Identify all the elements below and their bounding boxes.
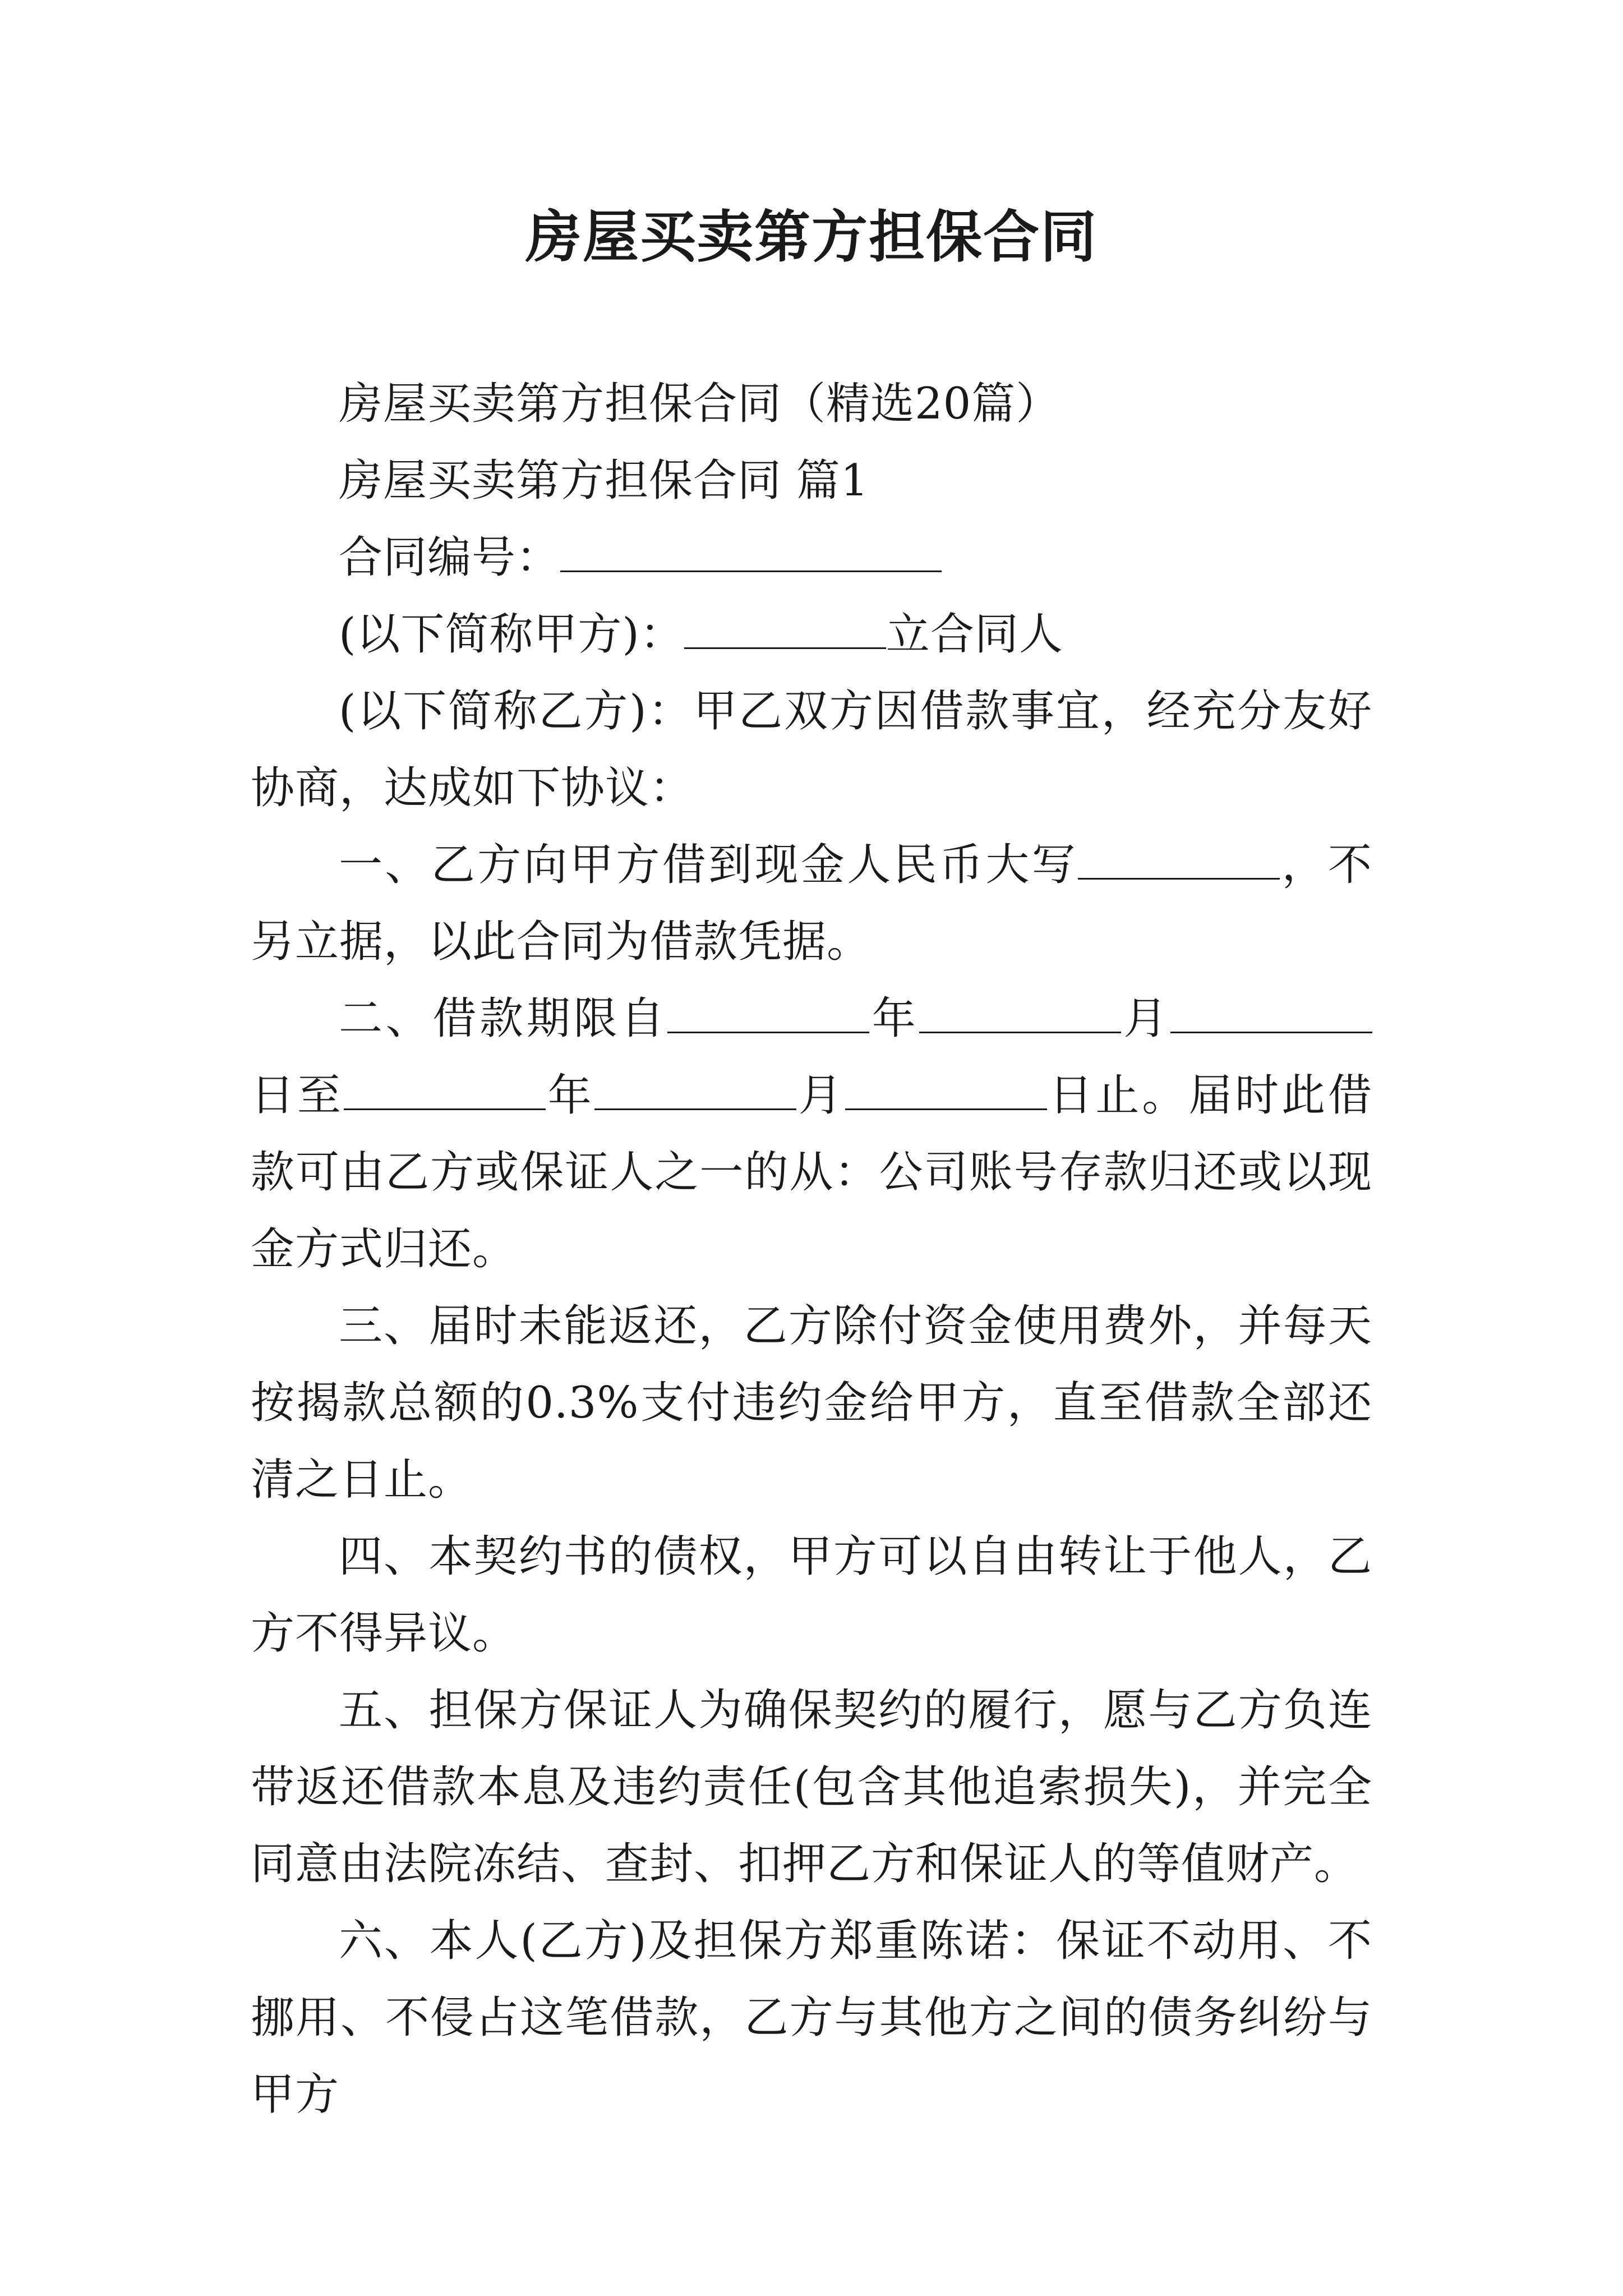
amount-blank — [1078, 841, 1280, 880]
clause-5: 五、担保方保证人为确保契约的履行，愿与乙方负连带返还借款本息及违约责任(包含其他追索损失)，并完全同意由法院冻结、查封、扣押乙方和保证人的等值财产。 — [251, 1685, 1372, 1889]
clause-3: 三、届时未能返还，乙方除付资金使用费外，并每天按揭款总额的0.3%支付违约金给甲方，直至借款全部还清之日止。 — [251, 1301, 1372, 1505]
section-heading: 房屋买卖第方担保合同 篇1 — [339, 455, 869, 506]
contract-number-blank — [560, 533, 942, 572]
clause-1-text-after: ，不另立据，以此合同为借款凭据。 — [251, 840, 1372, 967]
end-month-char: 月 — [796, 1070, 845, 1121]
start-year-char: 年 — [869, 993, 919, 1044]
start-year-blank — [667, 995, 869, 1033]
end-day-blank — [845, 1071, 1047, 1110]
clause-2-prefix: 二、借款期限自 — [339, 993, 668, 1044]
document-body — [251, 366, 1372, 2133]
clause-2 — [251, 981, 1372, 1288]
clause-1 — [251, 827, 1372, 981]
clause-4: 四、本契约书的债权，甲方可以自由转让于他人，乙方不得异议。 — [251, 1531, 1372, 1659]
clause-2-suffix: 日止。届时此借款可由乙方或保证人之一的从：公司账号存款归还或以现金方式归还。 — [251, 1070, 1372, 1274]
party-b-paragraph: (以下简称乙方)：甲乙双方因借款事宜，经充分友好协商，达成如下协议： — [251, 686, 1372, 813]
end-month-blank — [594, 1071, 796, 1110]
document-title: 房屋买卖第方担保合同 — [525, 204, 1098, 270]
start-day-blank — [1170, 995, 1372, 1033]
party-a-label: (以下简称甲方)： — [339, 609, 684, 660]
start-month-char: 月 — [1121, 993, 1170, 1044]
start-day-char: 日 — [251, 1070, 297, 1121]
clause-1-text-before: 一、乙方向甲方借到现金人民币大写 — [339, 840, 1078, 890]
subtitle-line: 房屋买卖第方担保合同（精选20篇） — [339, 379, 1061, 429]
end-year-char: 年 — [545, 1070, 594, 1121]
party-a-line — [251, 596, 1372, 673]
end-year-blank — [344, 1071, 546, 1110]
start-month-blank — [919, 995, 1121, 1033]
to-char: 至 — [297, 1070, 344, 1121]
party-a-suffix: 立合同人 — [886, 609, 1063, 660]
contract-number-label: 合同编号： — [339, 532, 561, 583]
party-a-blank — [684, 610, 886, 649]
contract-number-line — [251, 519, 1372, 596]
clause-6: 六、本人(乙方)及担保方郑重陈诺：保证不动用、不挪用、不侵占这笔借款，乙方与其他方之间的债务纠纷与甲方 — [251, 1916, 1372, 2120]
